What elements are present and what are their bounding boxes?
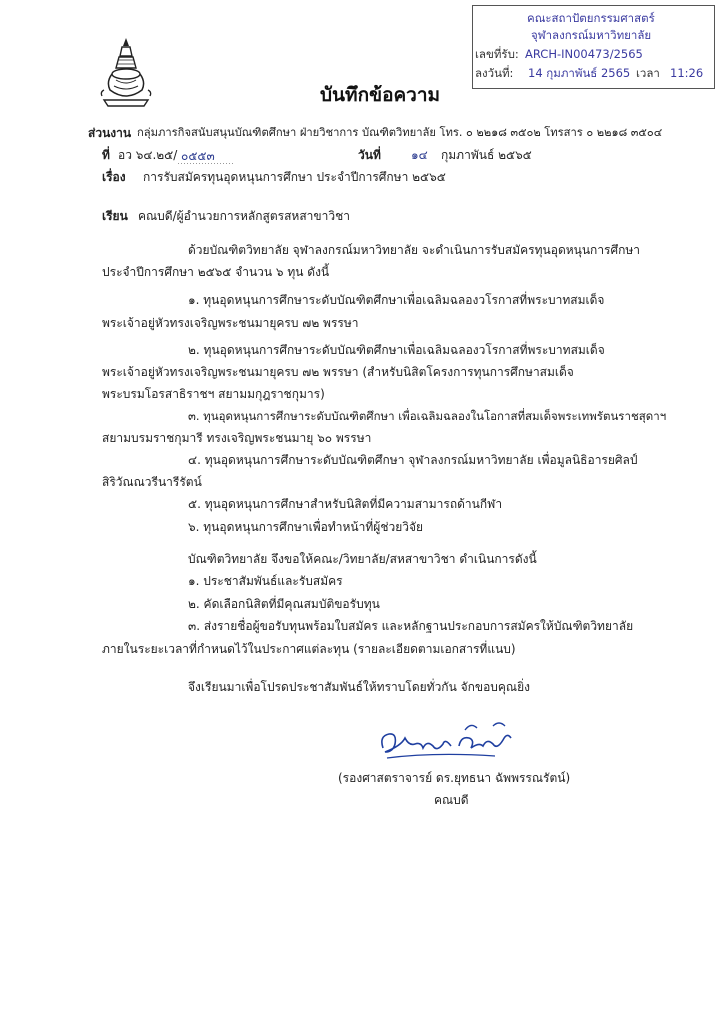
intro-line-1: ด้วยบัณฑิตวิทยาลัย จุฬาลงกรณ์มหาวิทยาลัย จะดำเนินการรับสมัครทุนอุดหนุนการศึกษา <box>188 243 641 257</box>
scholarship-2-line-3: พระบรมโอรสาธิราชฯ สยามมกุฎราชกุมาร) <box>102 387 325 401</box>
memo-title: บันทึกข้อความ <box>320 84 441 106</box>
subject-label: เรื่อง <box>102 170 126 184</box>
stamp-faculty: คณะสถาปัตยกรรมศาสตร์ <box>527 11 655 25</box>
received-stamp <box>472 5 715 89</box>
stamp-time-value: 11:26 <box>670 66 704 80</box>
scholarship-4-line-1: ๔. ทุนอุดหนุนการศึกษาระดับบัณฑิตศึกษา จุฬาลงกรณ์มหาวิทยาลัย เพื่อมูลนิธิอารยศิลป์ <box>188 453 638 467</box>
reference-label: ที่ <box>102 148 110 162</box>
signatory-position: คณบดี <box>434 793 469 807</box>
scholarship-6: ๖. ทุนอุดหนุนการศึกษาเพื่อทำหน้าที่ผู้ช่วยวิจัย <box>188 520 424 534</box>
stamp-receipt-number: ARCH-IN00473/2565 <box>525 47 643 61</box>
scholarship-1-line-1: ๑. ทุนอุดหนุนการศึกษาระดับบัณฑิตศึกษาเพื่อเฉลิมฉลองวโรกาสที่พระบาทสมเด็จ <box>188 293 605 307</box>
stamp-date-label: ลงวันที่: <box>475 66 514 80</box>
reference-underline <box>178 162 234 165</box>
department-value: กลุ่มภารกิจสนับสนุนบัณฑิตศึกษา ฝ่ายวิชาการ บัณฑิตวิทยาลัย โทร. ๐ ๒๒๑๘ ๓๕๐๒ โทรสาร ๐ ๒๒๑๘ ๓๕๐๔ <box>137 126 663 139</box>
scholarship-1-line-2: พระเจ้าอยู่หัวทรงเจริญพระชนมายุครบ ๗๒ พรรษา <box>102 316 359 330</box>
subject-value: การรับสมัครทุนอุดหนุนการศึกษา ประจำปีการศึกษา ๒๕๖๕ <box>143 170 446 184</box>
recipient-label: เรียน <box>102 209 128 223</box>
step-3-line-1: ๓. ส่งรายชื่อผู้ขอรับทุนพร้อมใบสมัคร และหลักฐานประกอบการสมัครให้บัณฑิตวิทยาลัย <box>188 619 634 633</box>
date-label: วันที่ <box>358 148 381 162</box>
request-line: บัณฑิตวิทยาลัย จึงขอให้คณะ/วิทยาลัย/สหสาขาวิชา ดำเนินการดังนี้ <box>188 552 537 566</box>
scholarship-2-line-1: ๒. ทุนอุดหนุนการศึกษาระดับบัณฑิตศึกษาเพื่อเฉลิมฉลองวโรกาสที่พระบาทสมเด็จ <box>188 343 605 357</box>
university-emblem <box>98 36 154 108</box>
stamp-date-value: 14 กุมภาพันธ์ 2565 <box>528 66 631 80</box>
signatory-name: (รองศาสตราจารย์ ดร.ยุทธนา ฉัพพรรณรัตน์) <box>338 771 571 785</box>
dean-signature <box>375 716 520 764</box>
scholarship-2-line-2: พระเจ้าอยู่หัวทรงเจริญพระชนมายุครบ ๗๒ พรรษา (สำหรับนิสิตโครงการทุนการศึกษาสมเด็จ <box>102 365 574 379</box>
stamp-university: จุฬาลงกรณ์มหาวิทยาลัย <box>531 28 652 42</box>
stamp-time-label: เวลา <box>636 66 660 80</box>
date-month-year: กุมภาพันธ์ ๒๕๖๕ <box>441 148 532 162</box>
scholarship-5: ๕. ทุนอุดหนุนการศึกษาสำหรับนิสิตที่มีความสามารถด้านกีฬา <box>188 497 503 511</box>
intro-line-2: ประจำปีการศึกษา ๒๕๖๕ จำนวน ๖ ทุน ดังนี้ <box>102 265 330 279</box>
scholarship-3-line-1: ๓. ทุนอุดหนุนการศึกษาระดับบัณฑิตศึกษา เพื่อเฉลิมฉลองในโอกาสที่สมเด็จพระเทพรัตนราชสุดาฯ <box>188 409 667 423</box>
scholarship-3-line-2: สยามบรมราชกุมารี ทรงเจริญพระชนมายุ ๖๐ พรรษา <box>102 431 372 445</box>
date-day: ๑๔ <box>411 148 428 162</box>
reference-value: อว ๖๔.๒๕/ <box>118 148 178 162</box>
department-label: ส่วนงาน <box>88 126 132 140</box>
recipient-value: คณบดี/ผู้อำนวยการหลักสูตรสหสาขาวิชา <box>138 209 350 223</box>
reference-number: ๐๕๕๓ <box>181 149 215 163</box>
step-3-line-2: ภายในระยะเวลาที่กำหนดไว้ในประกาศแต่ละทุน (รายละเอียดตามเอกสารที่แนบ) <box>102 642 516 656</box>
stamp-receipt-label: เลขที่รับ: <box>475 47 519 61</box>
scholarship-4-line-2: สิริวัณณวรีนารีรัตน์ <box>102 475 202 489</box>
closing-line: จึงเรียนมาเพื่อโปรดประชาสัมพันธ์ให้ทราบโดยทั่วกัน จักขอบคุณยิ่ง <box>188 680 530 694</box>
step-2: ๒. คัดเลือกนิสิตที่มีคุณสมบัติขอรับทุน <box>188 597 380 611</box>
step-1: ๑. ประชาสัมพันธ์และรับสมัคร <box>188 574 343 588</box>
